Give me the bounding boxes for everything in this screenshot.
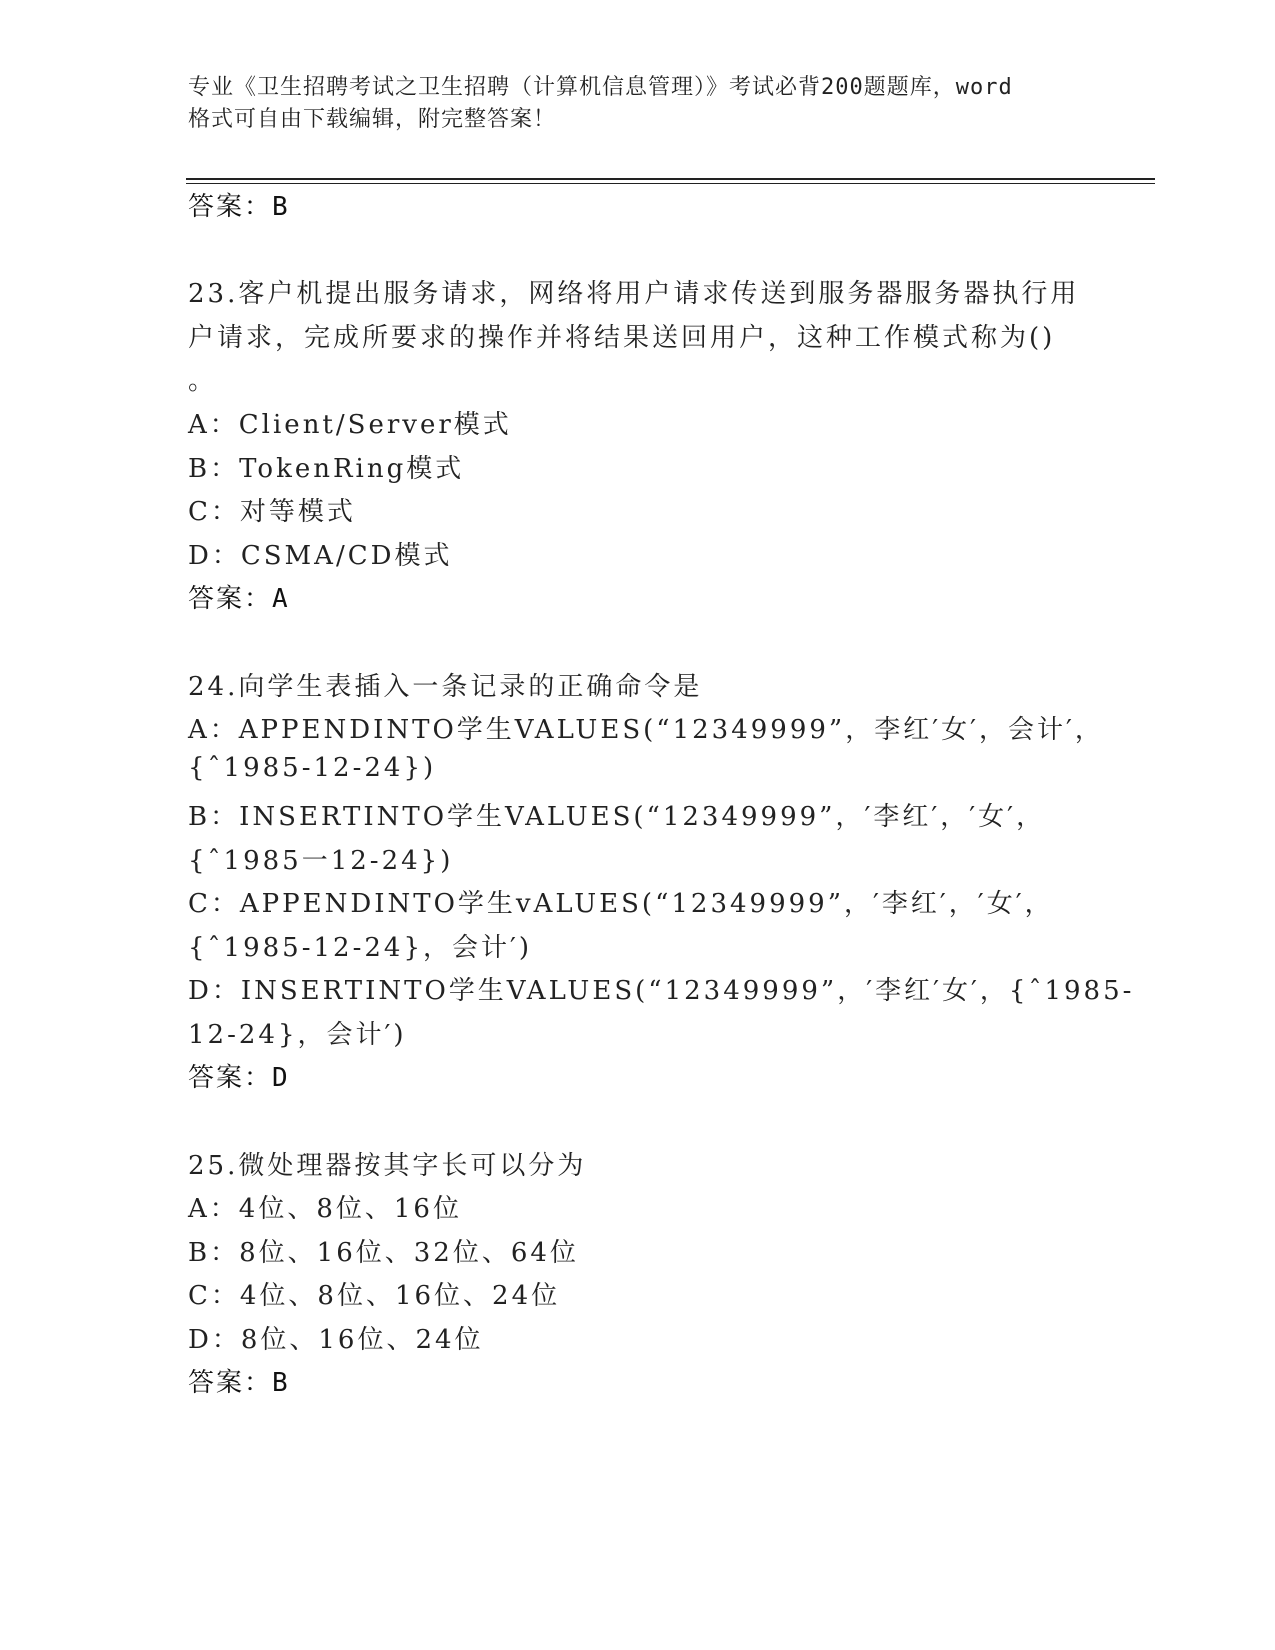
- question-24-option-c-line-2: {ˆ1985-12-24}，会计′): [188, 933, 533, 963]
- header-line-2: 格式可自由下载编辑，附完整答案！: [188, 107, 557, 132]
- question-24-option-b-line-2: {ˆ1985一12-24}): [188, 846, 454, 876]
- question-25-answer: 答案：B: [188, 1368, 290, 1398]
- question-23-stem-line-3: 。: [188, 366, 218, 396]
- question-25-option-a: A：4位、8位、16位: [188, 1194, 462, 1224]
- question-24-option-a-line-2: {ˆ1985-12-24}): [188, 753, 437, 783]
- question-24-stem: 24.向学生表插入一条记录的正确命令是: [188, 672, 703, 702]
- document-header: [188, 72, 1088, 136]
- question-24-answer: 答案：D: [188, 1063, 290, 1093]
- question-25-option-c: C：4位、8位、16位、24位: [188, 1281, 561, 1311]
- header-divider-thick: [186, 178, 1155, 180]
- question-23-answer: 答案：A: [188, 584, 290, 614]
- question-25-option-b: B：8位、16位、32位、64位: [188, 1238, 579, 1268]
- question-23-option-b: B：TokenRing模式: [188, 454, 465, 484]
- question-24-option-d-line-1: D：INSERTINTO学生VALUES(“12349999”，′李红′女′，{ˆ1985-: [188, 976, 1135, 1006]
- header-divider-thin: [186, 183, 1155, 184]
- question-24-option-b-line-1: B：INSERTINTO学生VALUES(“12349999”，′李红′，′女′，: [188, 802, 1046, 832]
- question-23-option-d: D：CSMA/CD模式: [188, 541, 453, 571]
- question-23-stem-line-1: 23.客户机提出服务请求，网络将用户请求传送到服务器服务器执行用: [188, 279, 1080, 309]
- question-25-option-d: D：8位、16位、24位: [188, 1325, 484, 1355]
- question-24-option-d-line-2: 12-24}，会计′): [188, 1020, 407, 1050]
- question-23-stem-line-2: 户请求，完成所要求的操作并将结果送回用户，这种工作模式称为(): [188, 323, 1056, 353]
- header-line-1: 专业《卫生招聘考试之卫生招聘（计算机信息管理）》考试必背200题题库，word: [188, 75, 1013, 100]
- previous-answer: 答案：B: [188, 192, 290, 222]
- question-24-option-c-line-1: C：APPENDINTO学生vALUES(“12349999”，′李红′，′女′，: [188, 889, 1054, 919]
- question-24-option-a-line-1: A：APPENDINTO学生VALUES(“12349999”，李红′女′，会计′，: [188, 715, 1104, 745]
- question-23-option-a: A：Client/Server模式: [188, 410, 512, 440]
- question-25-stem: 25.微处理器按其字长可以分为: [188, 1151, 587, 1181]
- question-23-option-c: C：对等模式: [188, 497, 356, 527]
